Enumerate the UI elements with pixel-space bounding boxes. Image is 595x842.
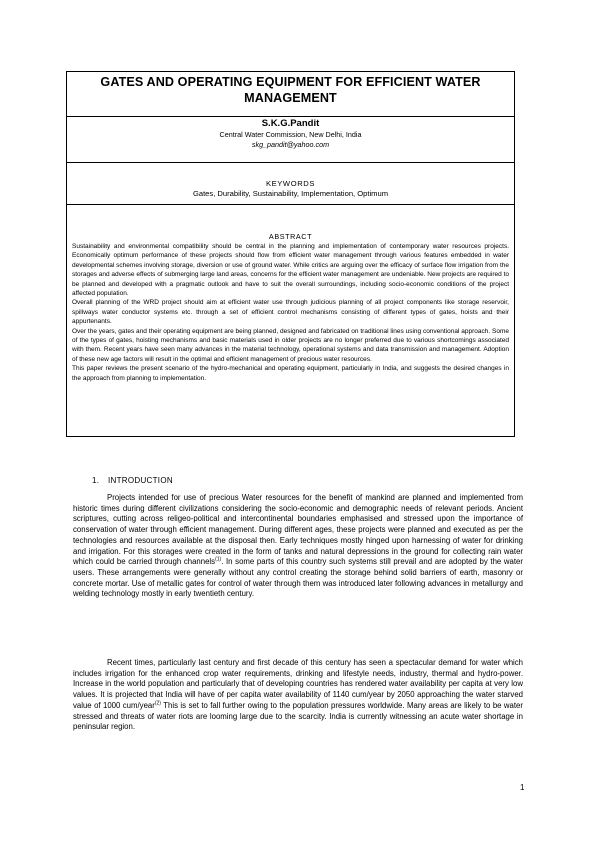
paragraph-text-part: Recent times, particularly last century and first decade of this century has seen a spectacular demand for water which includes irrigation for the enhanced crop water requirements, drinking and lifestyle needs, industry, thermal and hydro-power. Increase in the world population and particularly that of developing countries has rendered water availability per capita at very low values. It is projected that India will have of per capita water availability of 1140 cum/year by 2050 approaching the water starved value of 1000 cum/year <box>73 658 523 710</box>
abstract-body <box>67 241 514 383</box>
author-name: S.K.G.Pandit <box>261 118 320 129</box>
citation-reference: (2) <box>154 700 161 707</box>
paper-header-box <box>66 71 515 437</box>
paragraph-text-part: This is set to fall further owing to the population pressures worldwide. Many areas are likely to be water stressed and threats of water riots are looming large due to the scarcity. India is currently witnessing an acute water shortage in peninsular region. <box>73 700 523 732</box>
abstract-heading: ABSTRACT <box>268 232 313 241</box>
author-affiliation: Central Water Commission, New Delhi, India <box>219 130 362 139</box>
paper-title: GATES AND OPERATING EQUIPMENT FOR EFFICIENT WATER MANAGEMENT <box>100 75 481 105</box>
author-email: skg_pandit@yahoo.com <box>251 140 330 149</box>
abstract-paragraph: Sustainability and environmental compatibility should be central in the planning and implementation of contemporary water resources projects. Economically optimum performance of these projects should flow from efficient water management through various features embedded in water developmental schemes involving storage, diversion or use of ground water. While critics are arguing over the efficacy of surface flow irrigation from the storages and adverse effects of submerging large land areas, concerns for the efficient water management are undeniable. New projects are required to be planned and developed with a pragmatic outlook and have to suit the overall surroundings, including socio-economic conditions of the project affected population. <box>72 243 509 298</box>
page-number: 1 <box>520 783 525 792</box>
abstract-paragraph: Over the years, gates and their operating equipment are being planned, designed and fabricated on traditional lines using conventional approach. Some of the types of gates, hoisting mechanisms and basic materials used in older projects are no longer preferred due to various shortcomings associated with them. Recent years have seen many advances in the material technology, operational systems and data transmission and management. Adoption of these new age factors will result in the optimal and efficient management of precious water resources. <box>72 327 509 363</box>
paragraph-text <box>73 658 523 733</box>
introduction-paragraph-1 <box>73 493 523 600</box>
paragraph-text <box>73 493 523 600</box>
introduction-paragraph-2 <box>73 658 523 733</box>
abstract-cell <box>67 205 514 436</box>
section-number: 1. <box>92 476 100 485</box>
section-heading <box>92 476 173 486</box>
paragraph-text-part: Projects intended for use of precious Water resources for the benefit of mankind are planned and implemented from historic times during different civilizations considering the socio-economic and demographic needs of relevant periods. Ancient scriptures, cutting across religeo-political and intercontinental boundaries emphasised and stressed upon the importance of conservation of water through efficient management. During different ages, these projects were planned and executed as per the technologies and resources available at the disposal then. Early techniques mostly hinged upon harnessing of water for drinking and irrigation. For this storages were created in the form of tanks and natural depressions in the ground for collecting rain water which could be carried through channels <box>73 493 523 567</box>
abstract-paragraph: Overall planning of the WRD project should aim at efficient water use through judicious planning of all project components like storage reservoir, spillways water conductor systems etc. through a set of efficient control mechanisms consisting of different types of gates, hoists and their appurtenants. <box>72 299 509 326</box>
title-cell <box>67 72 514 117</box>
keywords-heading: KEYWORDS <box>265 179 316 188</box>
citation-reference: (1) <box>215 556 222 563</box>
author-cell <box>67 117 514 163</box>
section-title: INTRODUCTION <box>108 476 173 485</box>
keywords-cell <box>67 163 514 205</box>
paragraph-text-part: . In some parts of this country such systems still prevail and are adopted by the water users. These arrangements were generally without any control creating the storage behind solid barriers of earth, masonry or concrete mortar. Use of metallic gates for control of water through them was introduced later following advances in metallurgy and welding technology mostly in early twentieth century. <box>73 557 523 599</box>
abstract-paragraph: This paper reviews the present scenario of the hydro-mechanical and operating equipment, particularly in India, and suggests the desired changes in the approach from planning to implementation. <box>72 365 509 382</box>
keywords-text: Gates, Durability, Sustainability, Implementation, Optimum <box>192 189 389 198</box>
